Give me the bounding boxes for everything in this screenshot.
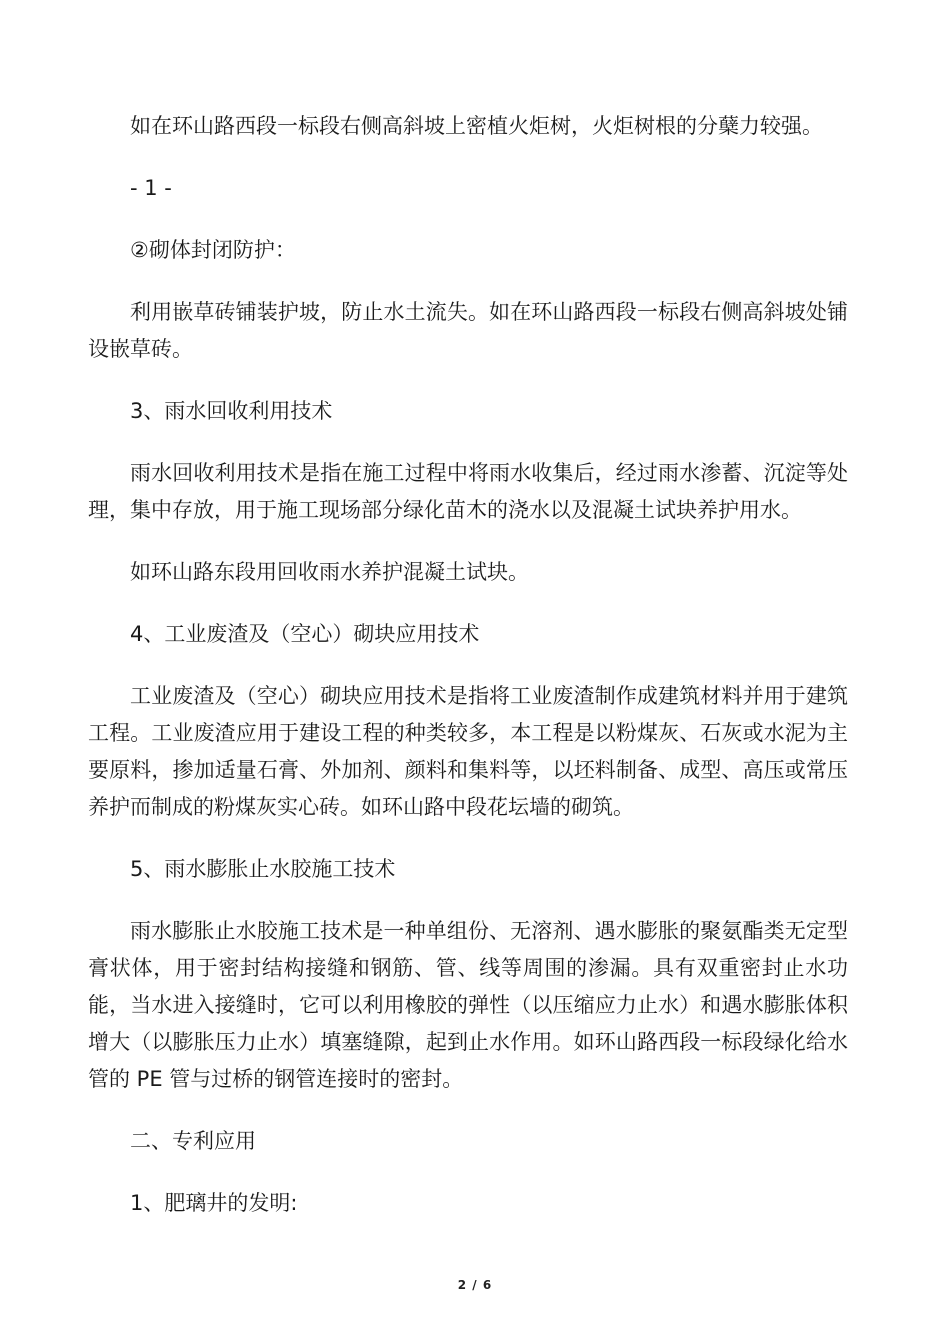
- heading-waterstop-glue: 5、雨水膨胀止水胶施工技术: [130, 857, 396, 881]
- section-masonry-protection: ②砌体封闭防护：: [130, 238, 296, 262]
- inline-page-number: - 1 -: [130, 176, 172, 200]
- heading-rainwater-recycling: 3、雨水回收利用技术: [130, 399, 333, 423]
- paragraph-industrial-waste-block: 工业废渣及（空心）砌块应用技术是指将工业废渣制作成建筑材料并用于建筑工程。工业废渣应用于建设工程的种类较多，本工程是以粉煤灰、石灰或水泥为主要原料，掺加适量石膏、外加剂、颜料和集料等，以坯料制备、成型、高压或常压养护而制成的粉煤灰实心砖。如环山路中段花坛墙的砌筑。: [88, 684, 848, 819]
- paragraph-rainwater-recycling: 雨水回收利用技术是指在施工过程中将雨水收集后，经过雨水渗蓄、沉淀等处理，集中存放，用于施工现场部分绿化苗木的浇水以及混凝土试块养护用水。: [88, 461, 848, 522]
- paragraph-grass-brick: 利用嵌草砖铺装护坡，防止水土流失。如在环山路西段一标段右侧高斜坡处铺设嵌草砖。: [88, 300, 848, 361]
- heading-industrial-waste-block: 4、工业废渣及（空心）砌块应用技术: [130, 622, 480, 646]
- document-body: [88, 108, 848, 1247]
- heading-patent-application: 二、专利应用: [130, 1129, 256, 1153]
- paragraph-waterstop-glue: 雨水膨胀止水胶施工技术是一种单组份、无溶剂、遇水膨胀的聚氨酯类无定型膏状体，用于密封结构接缝和钢筋、管、线等周围的渗漏。具有双重密封止水功能，当水进入接缝时，它可以利用橡胶的弹性（以压缩应力止水）和遇水膨胀体积增大（以膨胀压力止水）填塞缝隙，起到止水作用。如环山路西段一标段绿化给水管的 PE 管与过桥的钢管连接时的密封。: [88, 919, 848, 1091]
- page-footer-indicator: 2 / 6: [457, 1278, 493, 1292]
- paragraph-rainwater-example: 如环山路东段用回收雨水养护混凝土试块。: [130, 560, 529, 584]
- paragraph-fire-torch-tree: 如在环山路西段一标段右侧高斜坡上密植火炬树，火炬树根的分蘖力较强。: [130, 114, 823, 138]
- heading-well-invention: 1、肥璃井的发明:: [130, 1191, 298, 1215]
